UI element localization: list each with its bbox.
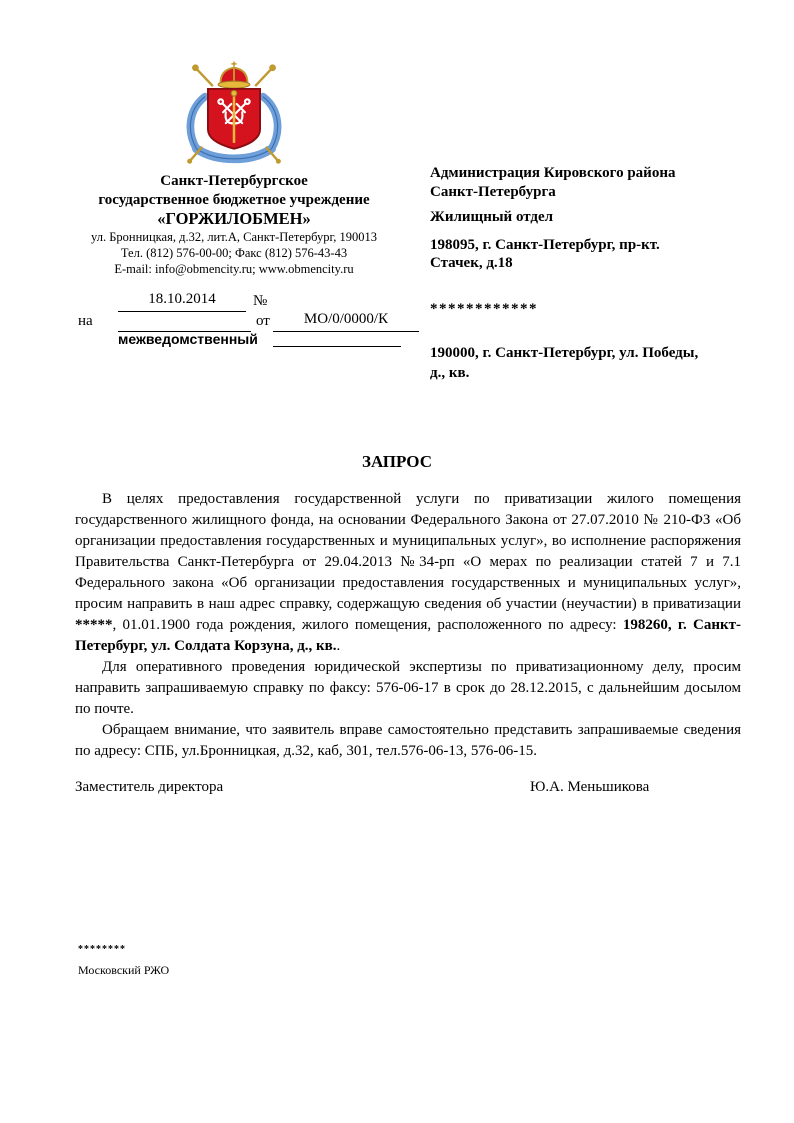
body-paragraph-2: Для оперативного проведения юридической экспертизы по приватизационному делу, просим направить запрашиваемую справку по факсу: 576-06-17 в срок до 28.12.2015, с дальнейшим досылом по почте.	[75, 659, 741, 717]
sender-org-line1: Санкт-Петербургское	[160, 173, 308, 189]
signer-position: Заместитель директора	[75, 779, 224, 795]
document-body	[75, 489, 741, 762]
reference-blank-field	[118, 311, 251, 332]
recipient-department: Жилищный отдел	[430, 209, 554, 225]
recipient-address-line2: Стачек, д.18	[430, 255, 513, 271]
applicant-home-address-line1: 190000, г. Санкт-Петербург, ул. Победы,	[430, 345, 699, 361]
body-paragraph-3: Обращаем внимание, что заявитель вправе самостоятельно представить запрашиваемые сведения по адресу: СПБ, ул.Бронницкая, д.32, каб, 301, тел.576-06-13, 576-06-15.	[75, 722, 741, 759]
applicant-home-address-line2: д., кв.	[430, 365, 470, 381]
sender-letterhead	[58, 60, 410, 277]
ot-label: от	[256, 313, 270, 329]
footer-marker: ********	[78, 944, 126, 955]
recipient-address-line1: 198095, г. Санкт-Петербург, пр-кт.	[430, 236, 660, 253]
sender-email: E-mail: info@obmencity.ru; www.obmencity.ru	[114, 262, 354, 276]
na-label: на	[78, 313, 93, 329]
body-paragraph-1: В целях предоставления государственной услуги по приватизации жилого помещения государственного жилищного фонда, на основании Федерального Закона от 27.07.2010 № 210-ФЗ «Об организации предоставления государственных и муниципальных услуг», во исполнение распоряжения Правительства Санкт-Петербурга от 29.04.2013 №34-рп «О мерах по реализации статей 7 и 7.1 Федерального закона «Об организации предоставления государственных и муниципальных услуг», просим направить в наш адрес справку, содержащую сведения об участии (неучастии) в приватизации *****, 01.01.1900 года рождения, жилого помещения, расположенного по адресу: 198260, г. Санкт-Петербург, ул. Солдата Корзуна, д., кв..	[75, 491, 741, 654]
recipient-org-line1: Администрация Кировского района	[430, 165, 676, 181]
recipient-block	[430, 164, 752, 273]
document-title: ЗАПРОС	[361, 452, 433, 471]
applicant-masked-name: ************	[430, 301, 538, 317]
footer-office: Московский РЖО	[78, 963, 170, 977]
signer-name: Ю.А. Меньшикова	[530, 779, 650, 795]
sender-phone: Тел. (812) 576-00-00; Факс (812) 576-43-43	[120, 246, 348, 260]
coat-of-arms-saint-petersburg-icon	[174, 60, 294, 168]
reference-blank-field-2	[273, 332, 401, 347]
document-footer	[78, 944, 169, 978]
number-sign-label: №	[253, 293, 268, 309]
reference-date-field: 18.10.2014	[118, 291, 246, 312]
crown-icon	[218, 61, 250, 88]
sender-org-name: «ГОРЖИЛОБМЕН»	[157, 209, 311, 228]
sender-address: ул. Бронницкая, д.32, лит.А, Санкт-Петербург, 190013	[91, 230, 377, 244]
signature-row	[75, 779, 741, 796]
sender-org-line2: государственное бюджетное учреждение	[98, 191, 370, 208]
reference-kind-label: межведомственный	[118, 331, 258, 347]
applicant-home-address	[430, 343, 752, 383]
recipient-org-line2: Санкт-Петербурга	[430, 183, 556, 200]
reference-number-field: МО/0/0000/К	[273, 311, 419, 332]
